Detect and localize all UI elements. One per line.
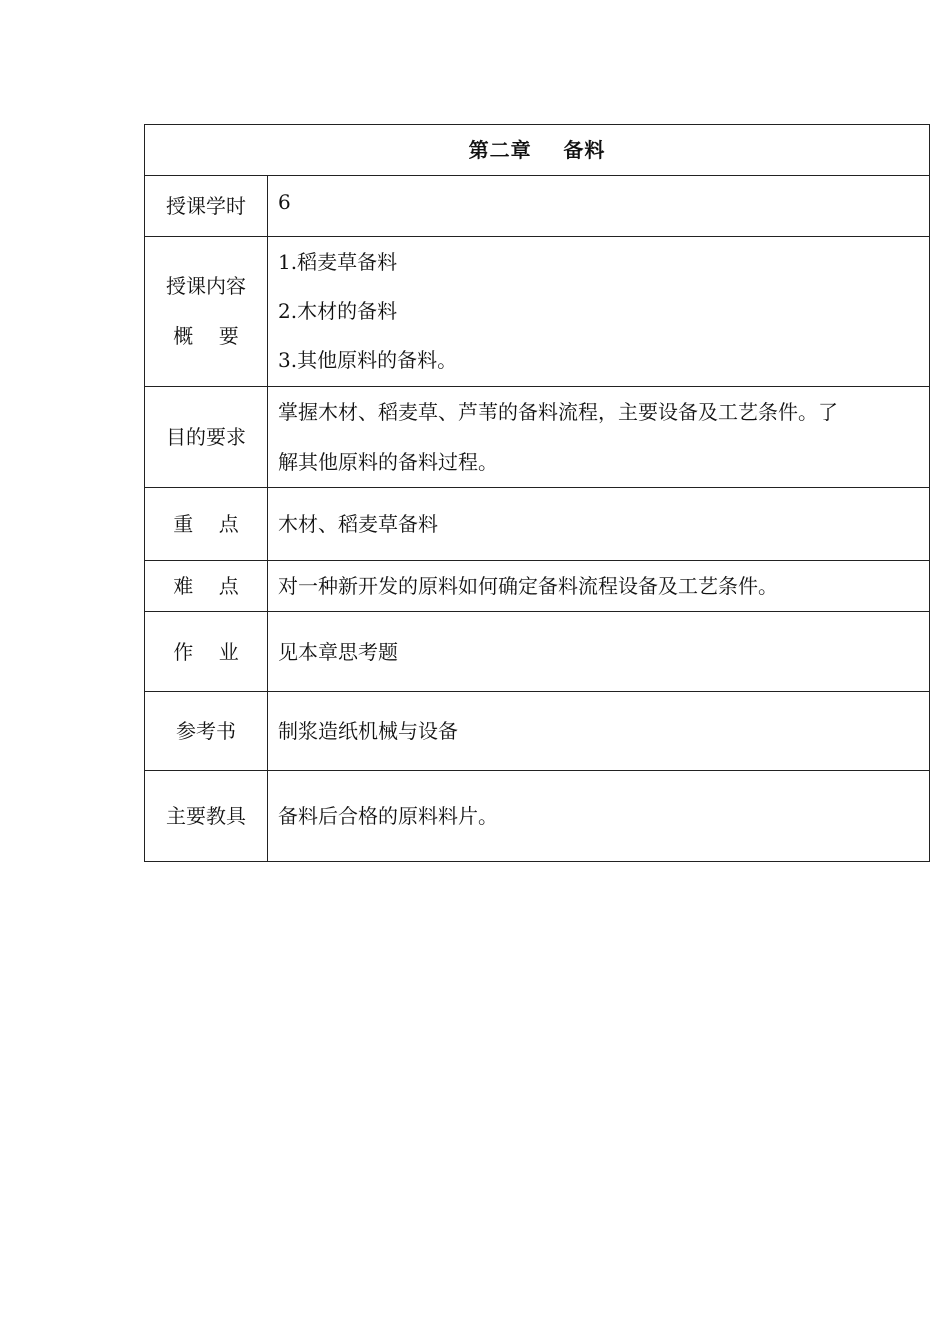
label-hours-text: 授课学时 (166, 194, 246, 218)
row-references (145, 692, 930, 771)
objectives-line1: 掌握木材、稻麦草、芦苇的备料流程，主要设备及工艺条件。了 (278, 400, 838, 424)
value-teaching-aids: 备料后合格的原料料片。 (268, 771, 930, 862)
value-difficulties: 对一种新开发的原料如何确定备料流程设备及工艺条件。 (268, 561, 930, 612)
value-objectives (268, 387, 930, 488)
value-hours-text: 6 (278, 190, 291, 214)
label-outline-line2: 概 要 (173, 323, 239, 348)
row-objectives (145, 387, 930, 488)
value-homework: 见本章思考题 (268, 612, 930, 692)
chapter-title: 第二章 备料 (145, 125, 930, 176)
row-hours (145, 176, 930, 237)
value-outline (268, 237, 930, 387)
value-hours (268, 176, 930, 237)
label-homework: 作 业 (145, 612, 268, 692)
title-row (145, 125, 930, 176)
label-references: 参考书 (145, 692, 268, 771)
label-key-points: 重 点 (145, 488, 268, 561)
row-difficulties (145, 561, 930, 612)
label-objectives (145, 387, 268, 488)
label-outline-line1: 授课内容 (166, 273, 246, 298)
outline-item: 1.稻麦草备料 (278, 250, 398, 274)
label-outline (145, 237, 268, 387)
value-references: 制浆造纸机械与设备 (268, 692, 930, 771)
row-outline (145, 237, 930, 387)
outline-item: 2.木材的备料 (278, 299, 398, 323)
label-teaching-aids: 主要教具 (145, 771, 268, 862)
value-key-points: 木材、稻麦草备料 (268, 488, 930, 561)
label-difficulties: 难 点 (145, 561, 268, 612)
row-teaching-aids (145, 771, 930, 862)
outline-item: 3.其他原料的备料。 (278, 348, 458, 372)
lesson-plan-table (144, 124, 930, 862)
objectives-line2: 解其他原料的备料过程。 (278, 450, 498, 474)
label-objectives-text: 目的要求 (166, 425, 246, 449)
row-homework (145, 612, 930, 692)
label-hours (145, 176, 268, 237)
row-key-points (145, 488, 930, 561)
